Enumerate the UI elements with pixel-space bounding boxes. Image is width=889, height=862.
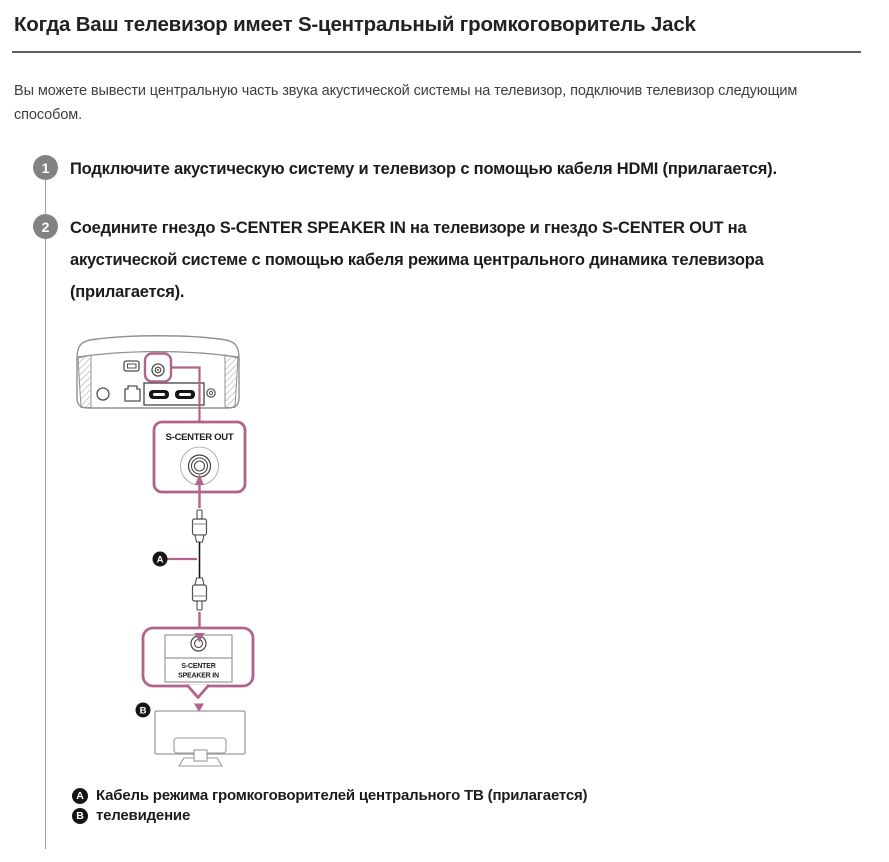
step-1 [33,153,875,185]
steps-section [12,153,875,849]
legend-marker-a: A [72,788,88,804]
marker-a-letter: A [156,554,164,566]
analog-jack-icon [97,388,109,400]
s-center-speaker-in-label-line2: SPEAKER IN [178,672,219,680]
marker-b-letter: B [139,705,147,717]
step-2-content [70,212,818,827]
legend-marker-b: B [72,808,88,824]
step-2 [33,212,875,827]
s-center-out-callout [154,422,245,508]
legend-item-b [72,807,818,824]
step-1-text: Подключите акустическую систему и телевизор с помощью кабеля HDMI (прилагается). [70,160,777,178]
intro-text: Вы можете вывести центральную часть звука акустической системы на телевизор, подключив телевизор следующим способом. [14,83,798,123]
legend-text-a: Кабель режима громкоговорителей центрального ТВ (прилагается) [96,787,588,804]
s-center-speaker-in-label-line1: S-CENTER [181,663,216,670]
soundbar-rear-illustration [77,336,239,422]
s-center-speaker-in-callout [143,628,253,698]
legend-item-a [72,787,818,804]
step-2-number-badge: 2 [33,214,58,239]
step-1-number-badge: 1 [33,155,58,180]
tv-rear-illustration [136,703,246,767]
diagram-legend [72,787,818,824]
title-divider [12,51,861,53]
tv-center-speaker-cable-illustration [153,510,207,641]
page-title: Когда Ваш телевизор имеет S-центральный громкоговоритель Jack [14,13,696,36]
legend-text-b: телевидение [96,807,191,824]
step-connector-line [45,166,46,849]
step-2-text: Соедините гнездо S-CENTER SPEAKER IN на телевизоре и гнездо S-CENTER OUT на акустической системе с помощью кабеля режима центрального динамика телевизора (прилагается). [70,219,764,301]
s-center-out-label: S-CENTER OUT [165,432,234,443]
connection-diagram [67,330,277,775]
